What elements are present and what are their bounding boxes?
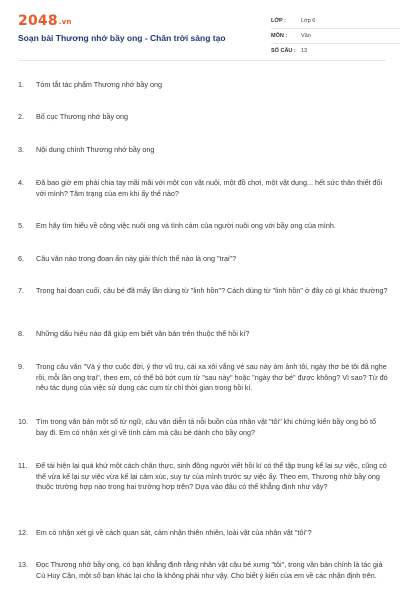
question-text: Bố cục Thương nhớ bầy ong bbox=[36, 112, 129, 121]
question-item bbox=[18, 80, 388, 91]
document-title: Soạn bài Thương nhớ bầy ong - Chân trời sáng tạo bbox=[18, 33, 226, 43]
meta-row-subject bbox=[271, 29, 400, 44]
meta-table bbox=[271, 14, 400, 58]
question-text: Trong hai đoạn cuối, cậu bé đã mấy lần dùng từ "linh hồn"? Cách dùng từ "linh hồn" ở đây có gì khác thường? bbox=[36, 286, 388, 295]
question-text: Đã bao giờ em phải chia tay mãi mãi với một con vật nuôi, một đồ chơi, một vật dụng... hết sức thân thiết đối với mình? Tâm trạng của em khi ấy thế nào? bbox=[36, 178, 383, 198]
question-number: 5. bbox=[18, 221, 24, 230]
question-item bbox=[18, 178, 388, 199]
question-item bbox=[18, 461, 388, 493]
meta-value: Lớp 6 bbox=[301, 18, 316, 24]
question-item bbox=[18, 528, 388, 539]
question-number: 3. bbox=[18, 145, 24, 154]
brand bbox=[18, 12, 72, 30]
question-item bbox=[18, 112, 388, 123]
question-item bbox=[18, 417, 388, 438]
question-text: Tóm tắt tác phẩm Thương nhớ bầy ong bbox=[36, 80, 162, 89]
meta-key: LỚP : bbox=[271, 18, 286, 24]
site-logo-tld: .vn bbox=[58, 18, 72, 26]
site-logo[interactable] bbox=[18, 13, 72, 29]
question-item bbox=[18, 221, 388, 232]
meta-row-count bbox=[271, 44, 400, 58]
question-number: 11. bbox=[18, 461, 28, 470]
meta-key: MÔN : bbox=[271, 33, 288, 39]
meta-row-class bbox=[271, 14, 400, 29]
question-item bbox=[18, 286, 388, 297]
question-text: Nội dung chính Thương nhớ bầy ong bbox=[36, 145, 155, 154]
question-text: Em có nhận xét gì về cách quan sát, cảm nhận thiên nhiên, loài vật của nhân vật "tôi"? bbox=[36, 528, 312, 537]
question-number: 4. bbox=[18, 178, 24, 187]
question-number: 13. bbox=[18, 560, 28, 569]
meta-value: Văn bbox=[301, 33, 311, 39]
question-text: Trong câu văn "Và ý thơ cuộc đời, ý thơ vũ trụ, cái xa xôi vắng vẻ sau này ám ảnh tôi, ngày thơ bé tôi đã nghe rồi, mỗi lần ong trại", theo em, có thể bỏ bớt cụm từ "sau này" hoặc "ngày thơ bé" được không? Vì sao? Từ đó nêu tác dụng của việc sử dụng các cụm từ chỉ thời gian trong hồi kí. bbox=[36, 362, 388, 393]
question-text: Tìm trong văn bản một số từ ngữ, câu văn diễn tả nỗi buồn của nhân vật "tôi" khi chứng kiến bầy ong bỏ tổ bay đi. Em có nhận xét gì về tình cảm mà cậu bé dành cho bầy ong? bbox=[36, 417, 376, 437]
question-text: Em hãy tìm hiểu về công việc nuôi ong và tình cảm của người nuôi ong với bầy ong của mình. bbox=[36, 221, 336, 230]
question-number: 10. bbox=[18, 417, 28, 426]
question-number: 7. bbox=[18, 286, 24, 295]
question-number: 9. bbox=[18, 362, 24, 371]
question-number: 8. bbox=[18, 329, 24, 338]
meta-value: 13 bbox=[301, 48, 308, 54]
question-item bbox=[18, 254, 388, 265]
site-logo-text: 2048 bbox=[18, 13, 58, 29]
question-item bbox=[18, 362, 388, 394]
question-text: Câu văn nào trong đoạn ấn này giải thích thế nào là ong "trại"? bbox=[36, 254, 237, 263]
question-item bbox=[18, 560, 388, 581]
meta-key: SỐ CÂU : bbox=[271, 48, 296, 54]
question-text: Những dấu hiệu nào đã giúp em biết văn bản trên thuộc thể hồi kí? bbox=[36, 329, 250, 338]
question-number: 6. bbox=[18, 254, 24, 263]
question-number: 1. bbox=[18, 80, 24, 89]
question-number: 2. bbox=[18, 112, 24, 121]
document-header bbox=[18, 0, 386, 61]
question-number: 12. bbox=[18, 528, 28, 537]
question-item bbox=[18, 329, 388, 340]
question-text: Đọc Thương nhớ bầy ong, có bạn khẳng định rằng nhân vật cậu bé xưng "tôi", trong văn bản chính là tác giả Cù Huy Cận, một số bạn khác lại cho là không phải như vậy. Cho biết ý kiến của em về các nhận định trên. bbox=[36, 560, 383, 580]
question-item bbox=[18, 145, 388, 156]
question-text: Để tái hiện lại quá khứ một cách chân thực, sinh động người viết hồi kí có thể tập trung kể lại sự việc, cũng có thể vừa kể lại sự việc vừa kể lại cảm xúc, suy tư của mình trước sự việc ấy. Theo em, Thương nhớ bầy ong thuộc trường hợp nào trong hai trường hợp trên? Dựa vào đâu có thể khẳng định như vậy? bbox=[36, 461, 387, 492]
